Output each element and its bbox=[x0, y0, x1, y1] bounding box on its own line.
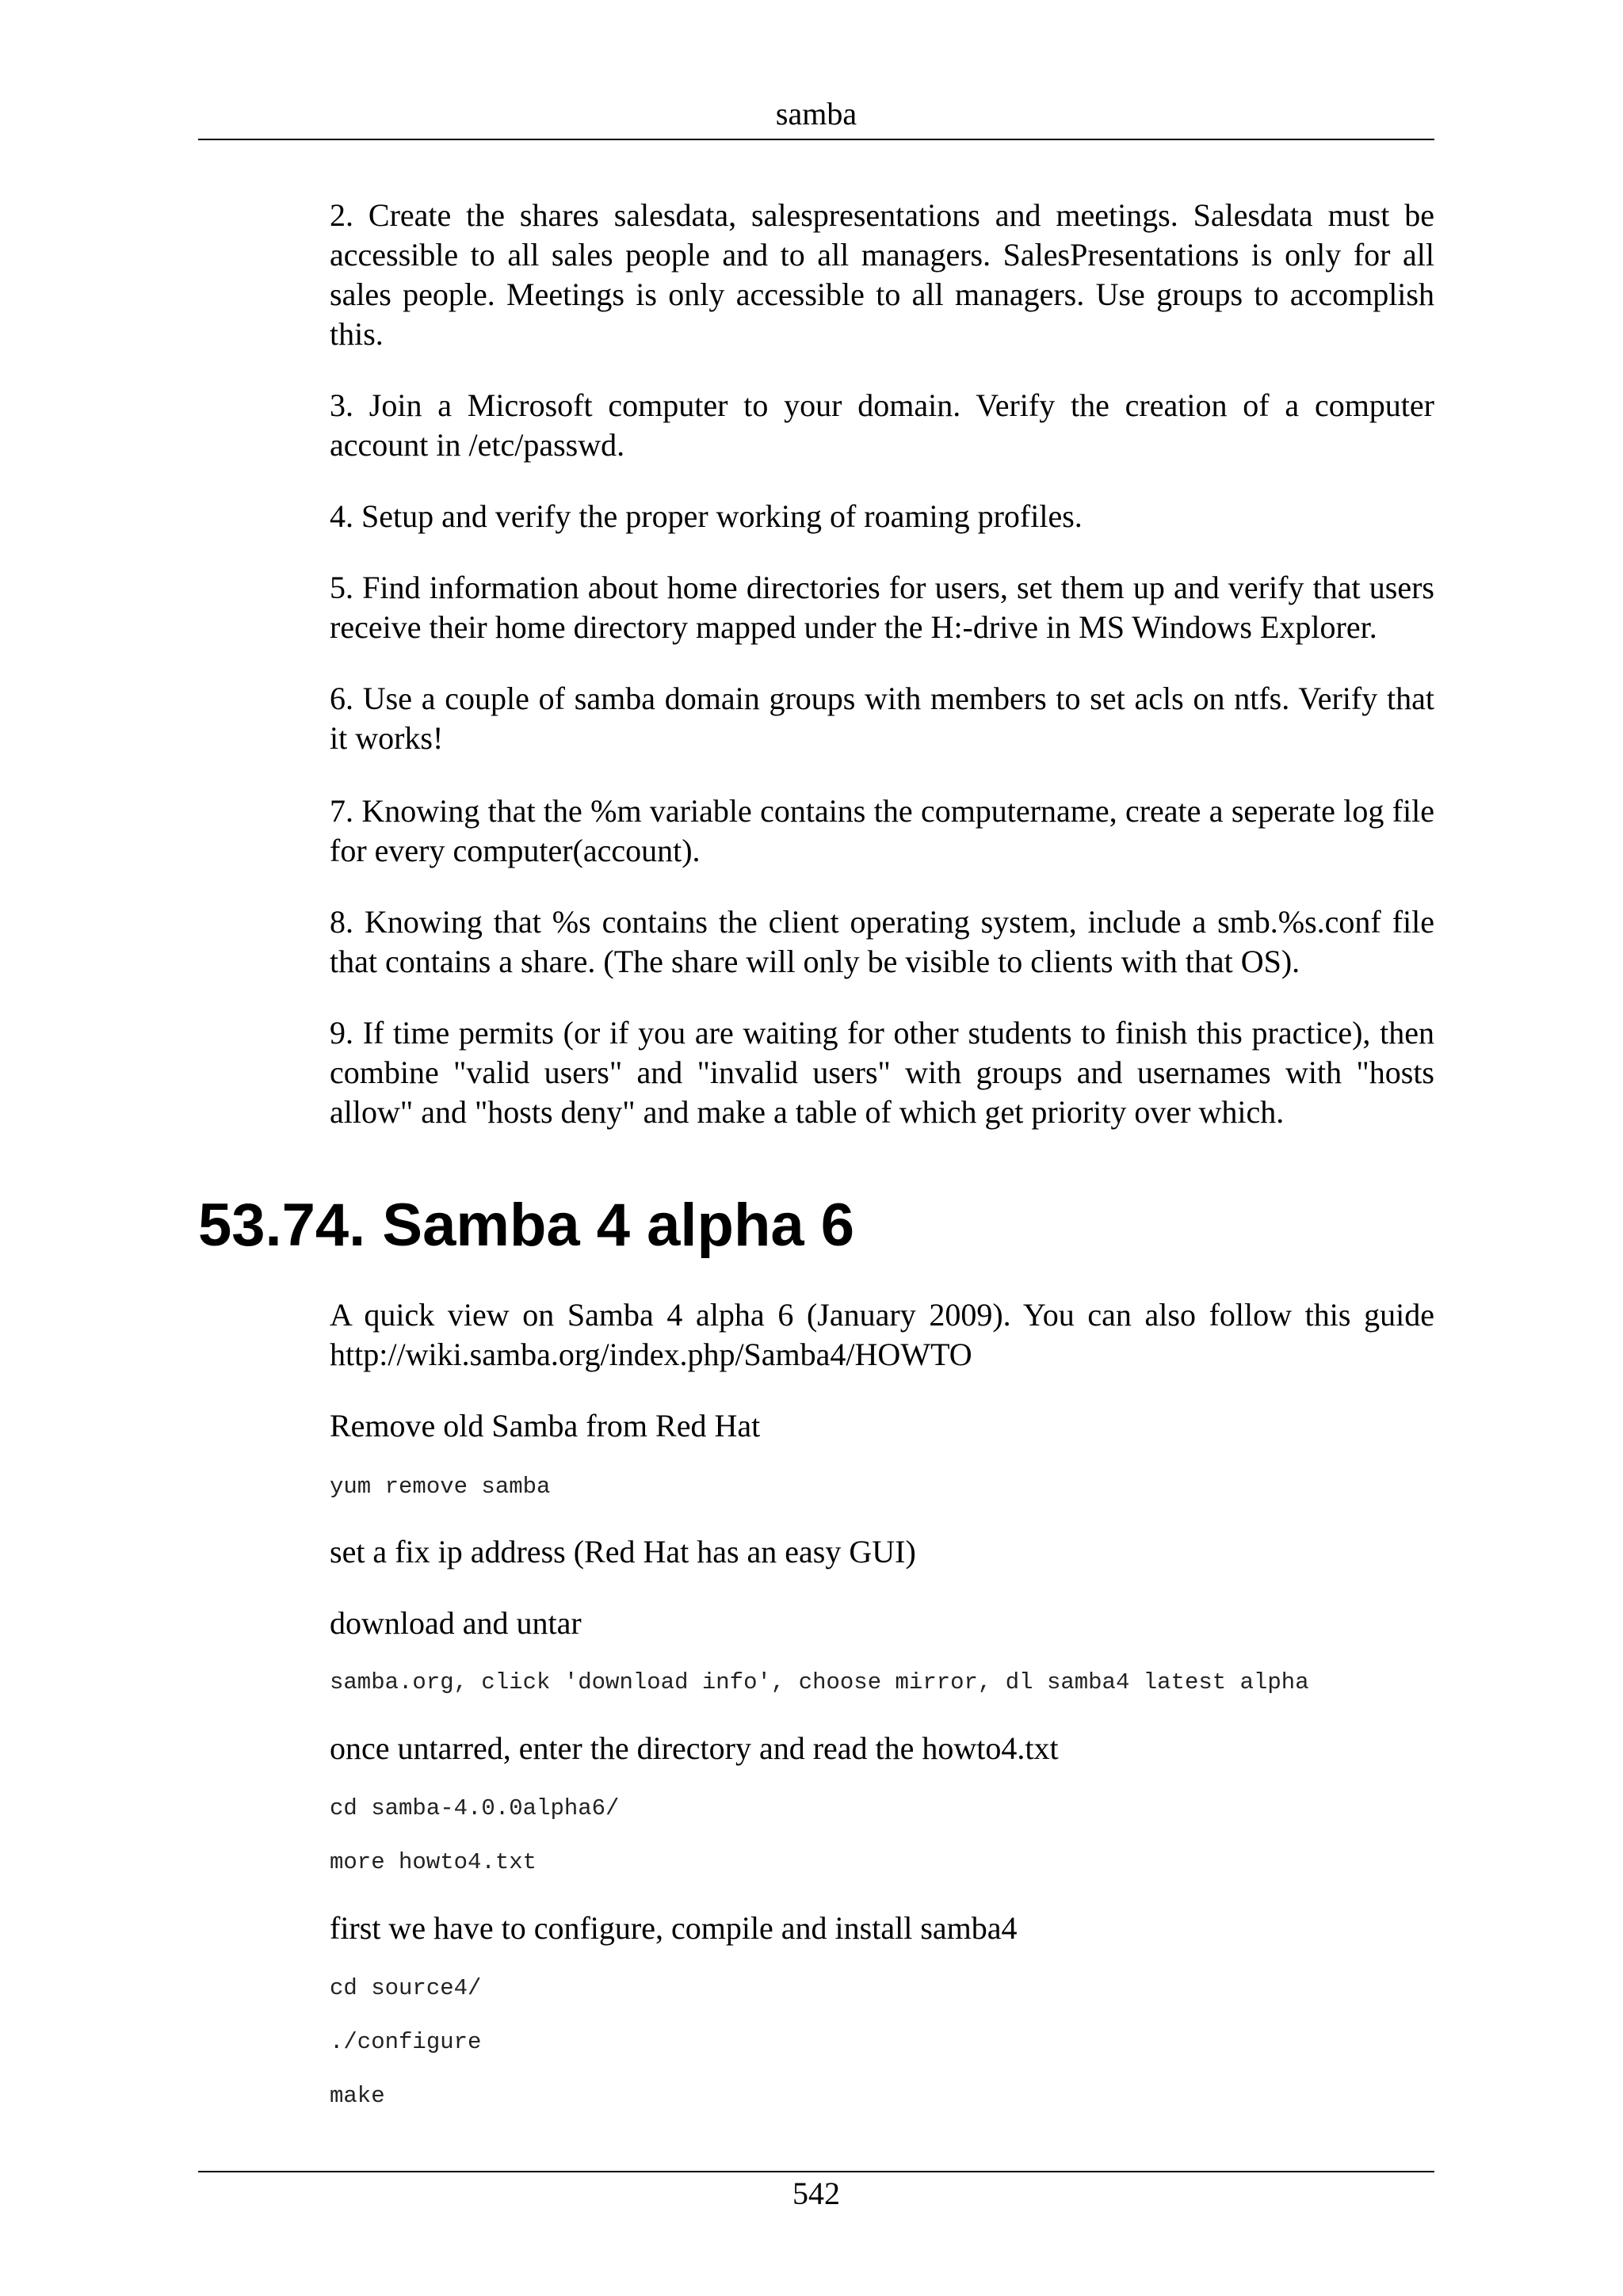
untar-instruction bbox=[330, 1729, 1434, 1768]
instruction-text: download and untar bbox=[330, 1605, 582, 1641]
exercise-text: 6. Use a couple of samba domain groups with members to set acls on ntfs. Verify that it works! bbox=[330, 681, 1434, 756]
instruction-text: first we have to configure, compile and install samba4 bbox=[330, 1910, 1018, 1946]
configure-command bbox=[330, 2027, 1434, 2058]
instruction-text: set a fix ip address (Red Hat has an easy GUI) bbox=[330, 1534, 916, 1569]
exercise-item-5 bbox=[330, 568, 1434, 647]
remove-samba-command bbox=[330, 1471, 1434, 1503]
exercise-item-3 bbox=[330, 386, 1434, 465]
command-text: samba.org, click 'download info', choose mirror, dl samba4 latest alpha bbox=[330, 1669, 1309, 1695]
page-number: 542 bbox=[792, 2176, 840, 2211]
exercise-text: 4. Setup and verify the proper working of roaming profiles. bbox=[330, 498, 1083, 534]
cd-samba-command bbox=[330, 1793, 1434, 1825]
exercise-item-9 bbox=[330, 1013, 1434, 1132]
exercise-text: 8. Knowing that %s contains the client operating system, include a smb.%s.conf file that contains a share. (The share will only be visible to clients with that OS). bbox=[330, 904, 1434, 979]
exercise-text: 2. Create the shares salesdata, salespresentations and meetings. Salesdata must be accessible to all sales people and to all managers. SalesPresentations is only for all sales people. Meetings is only accessible to all managers. Use groups to accomplish this. bbox=[330, 197, 1434, 352]
command-text: cd samba-4.0.0alpha6/ bbox=[330, 1795, 620, 1821]
exercise-text: 7. Knowing that the %m variable contains the computername, create a seperate log file for every computer(account). bbox=[330, 793, 1434, 868]
section-heading: 53.74. Samba 4 alpha 6 bbox=[198, 1192, 855, 1259]
exercise-item-4 bbox=[330, 497, 1434, 536]
configure-instruction bbox=[330, 1909, 1434, 1948]
exercise-item-6 bbox=[330, 679, 1434, 758]
make-command bbox=[330, 2081, 1434, 2112]
instruction-text: once untarred, enter the directory and read the howto4.txt bbox=[330, 1730, 1059, 1766]
exercise-item-7 bbox=[330, 791, 1434, 871]
download-command bbox=[330, 1667, 1434, 1699]
exercise-text: 3. Join a Microsoft computer to your domain. Verify the creation of a computer account in /etc/passwd. bbox=[330, 387, 1434, 463]
intro-text: A quick view on Samba 4 alpha 6 (January 2009). You can also follow this guide http://wiki.samba.org/index.php/Samba4/HOWTO bbox=[330, 1297, 1434, 1372]
download-instruction bbox=[330, 1604, 1434, 1643]
command-text: cd source4/ bbox=[330, 1975, 482, 2001]
remove-samba-instruction bbox=[330, 1406, 1434, 1446]
running-header: samba bbox=[775, 96, 857, 132]
exercise-text: 9. If time permits (or if you are waiting for other students to finish this practice), then combine "valid users" and "invalid users" with groups and usernames with "hosts allow" and "hosts deny" and make a table of which get priority over which. bbox=[330, 1015, 1434, 1130]
exercise-item-8 bbox=[330, 902, 1434, 982]
command-text: more howto4.txt bbox=[330, 1849, 537, 1875]
header-rule bbox=[198, 139, 1434, 140]
section-intro bbox=[330, 1295, 1434, 1375]
footer-rule bbox=[198, 2171, 1434, 2172]
exercise-text: 5. Find information about home directories for users, set them up and verify that users receive their home directory mapped under the H:-drive in MS Windows Explorer. bbox=[330, 570, 1434, 645]
command-text: make bbox=[330, 2083, 385, 2109]
instruction-text: Remove old Samba from Red Hat bbox=[330, 1408, 761, 1444]
exercise-item-2 bbox=[330, 196, 1434, 354]
command-text: ./configure bbox=[330, 2029, 482, 2055]
cd-source4-command bbox=[330, 1973, 1434, 2004]
more-howto-command bbox=[330, 1847, 1434, 1878]
command-text: yum remove samba bbox=[330, 1474, 551, 1500]
fix-ip-instruction bbox=[330, 1532, 1434, 1572]
